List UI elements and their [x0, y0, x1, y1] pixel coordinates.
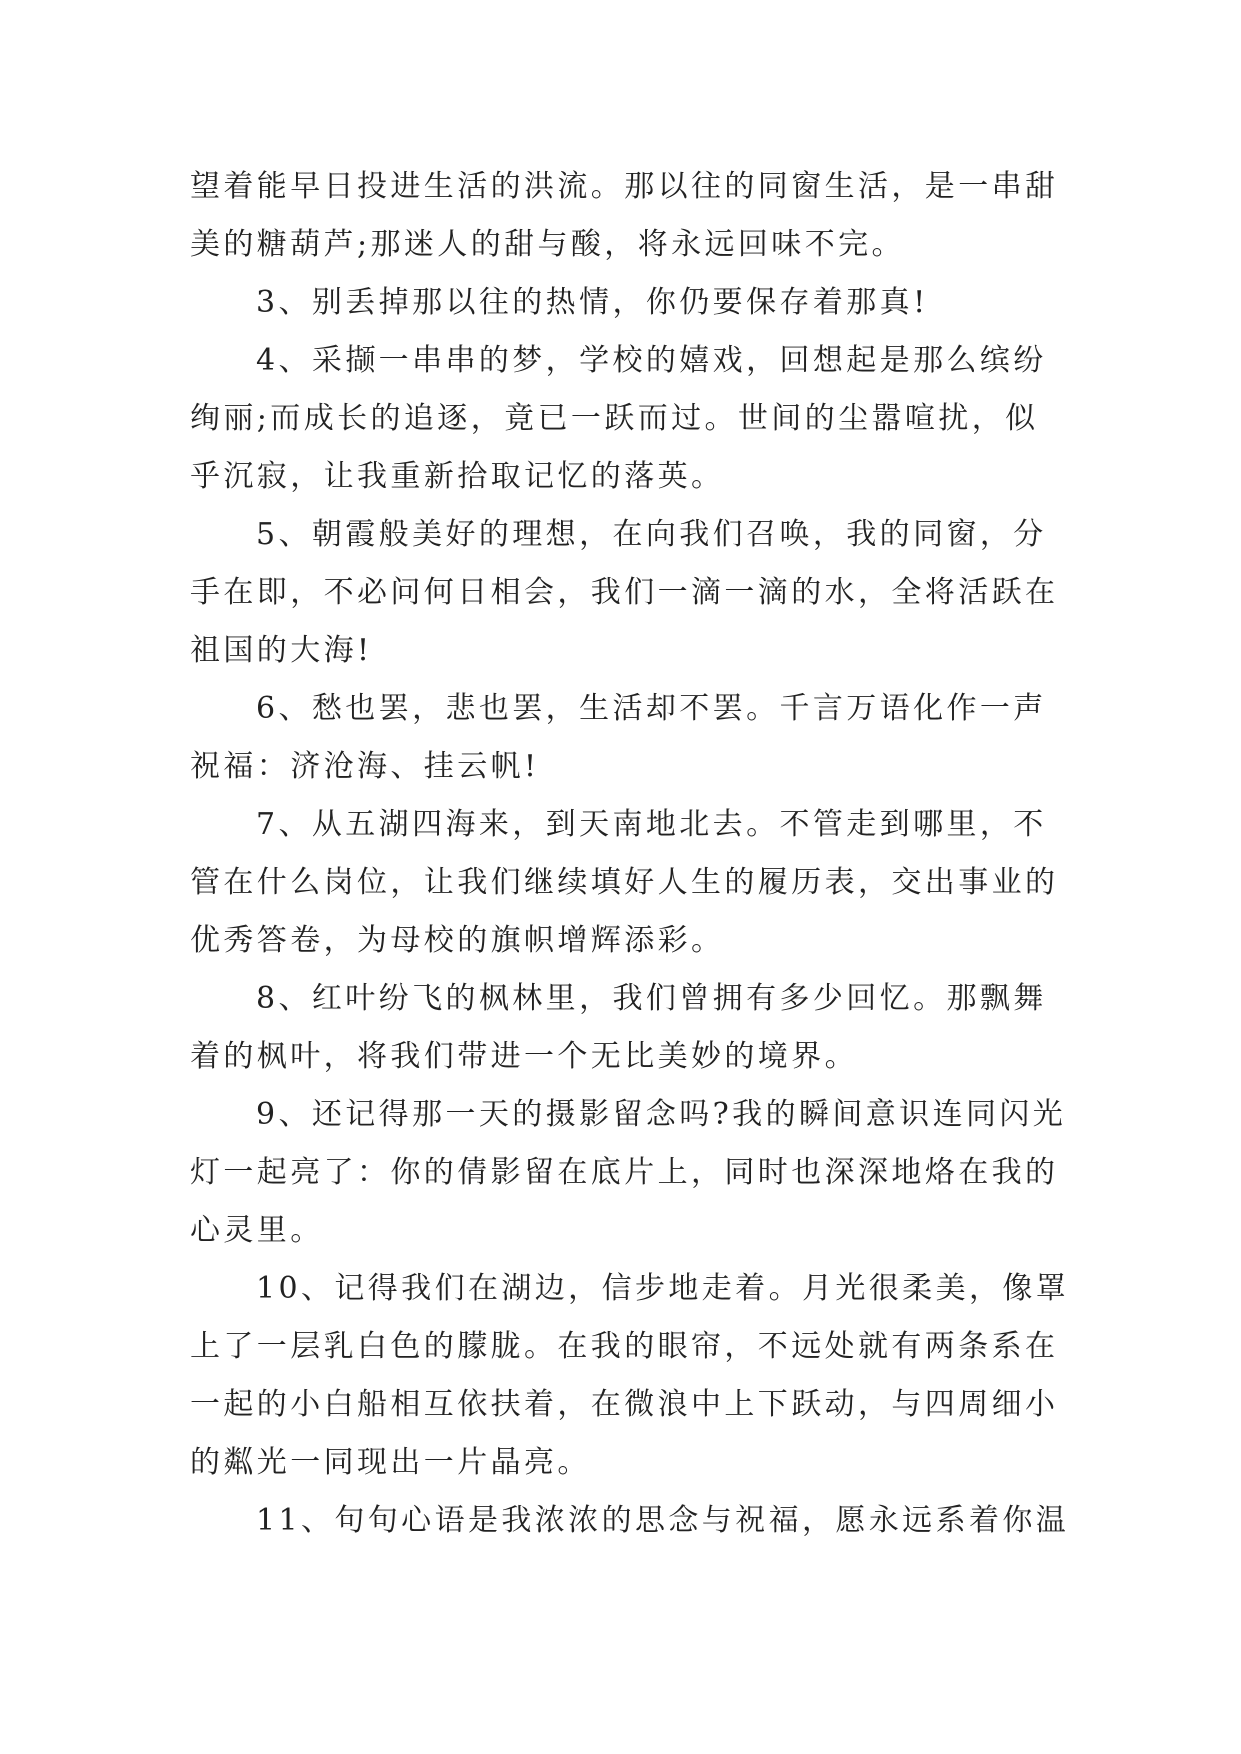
paragraph-item-3 [190, 274, 1062, 332]
text-line: 祝福：济沧海、挂云帆! [190, 749, 540, 784]
text-line: 祖国的大海! [190, 633, 373, 668]
text-line: 一起的小白船相互依扶着，在微浪中上下跃动，与四周细小 [190, 1387, 1059, 1422]
paragraph-item-7 [190, 796, 1062, 970]
text-line: 绚丽;而成长的追逐，竟已一跃而过。世间的尘嚣喧扰，似 [190, 401, 1039, 436]
text-line: 4、采撷一串串的梦，学校的嬉戏，回想起是那么缤纷 [256, 343, 1047, 378]
paragraph-item-9 [190, 1086, 1067, 1260]
text-line: 的粼光一同现出一片晶亮。 [190, 1445, 591, 1480]
text-line: 5、朝霞般美好的理想，在向我们召唤，我的同窗，分 [256, 517, 1047, 552]
text-line: 7、从五湖四海来，到天南地北去。不管走到哪里，不 [256, 807, 1047, 842]
text-line: 10、记得我们在湖边，信步地走着。月光很柔美，像罩 [256, 1271, 1070, 1306]
paragraph-item-5 [190, 506, 1062, 680]
paragraph-item-4 [190, 332, 1062, 506]
text-line: 8、红叶纷飞的枫林里，我们曾拥有多少回忆。那飘舞 [256, 981, 1047, 1016]
text-line: 美的糖葫芦;那迷人的甜与酸，将永远回味不完。 [190, 227, 905, 262]
text-line: 11、句句心语是我浓浓的思念与祝福，愿永远系着你温 [256, 1503, 1070, 1538]
paragraph-item-10 [190, 1260, 1070, 1492]
paragraph-intro [190, 158, 1062, 274]
text-line: 6、愁也罢，悲也罢，生活却不罢。千言万语化作一声 [256, 691, 1047, 726]
text-line: 心灵里。 [190, 1213, 324, 1248]
text-line: 管在什么岗位，让我们继续填好人生的履历表，交出事业的 [190, 865, 1059, 900]
text-line: 优秀答卷，为母校的旗帜增辉添彩。 [190, 923, 725, 958]
paragraph-item-8 [190, 970, 1062, 1086]
paragraph-item-6 [190, 680, 1062, 796]
text-line: 望着能早日投进生活的洪流。那以往的同窗生活，是一串甜 [190, 169, 1059, 204]
paragraph-item-11 [190, 1492, 1070, 1550]
document-body [190, 158, 1070, 1550]
text-line: 9、还记得那一天的摄影留念吗?我的瞬间意识连同闪光 [256, 1097, 1067, 1132]
text-line: 着的枫叶，将我们带进一个无比美妙的境界。 [190, 1039, 858, 1074]
text-line: 乎沉寂，让我重新拾取记忆的落英。 [190, 459, 725, 494]
text-line: 上了一层乳白色的朦胧。在我的眼帘，不远处就有两条系在 [190, 1329, 1059, 1364]
text-line: 灯一起亮了：你的倩影留在底片上，同时也深深地烙在我的 [190, 1155, 1059, 1190]
text-line: 3、别丢掉那以往的热情，你仍要保存着那真! [256, 285, 929, 320]
text-line: 手在即，不必问何日相会，我们一滴一滴的水，全将活跃在 [190, 575, 1059, 610]
